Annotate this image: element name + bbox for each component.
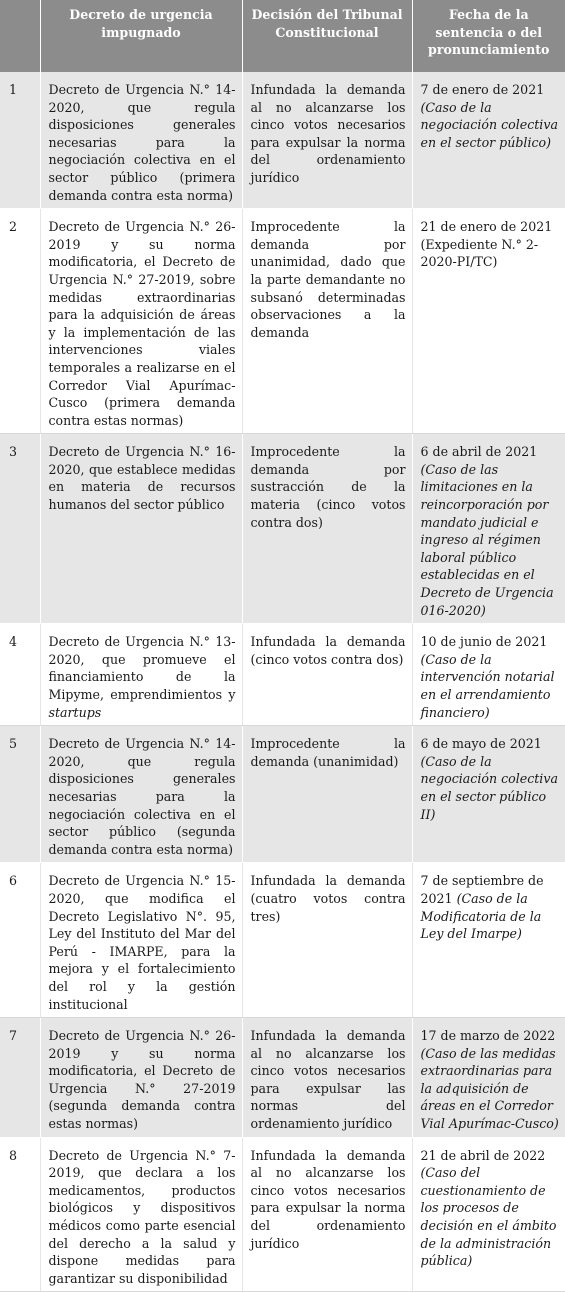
decision-cell: Infundada la demanda al no alcanzarse los cinco votos necesarios para expulsar la norma del ordenamiento jurídico xyxy=(242,72,412,209)
decreto-cell: Decreto de Urgencia N.° 7-2019, que declara a los medicamentos, productos biológicos y dispositivos médicos como parte esencial del derecho a la salud y dispone medidas para garantizar su disponibilidad xyxy=(40,1137,242,1292)
fecha-note: (Caso de la negociación colectiva en el sector público II) xyxy=(420,753,558,822)
decision-cell: Improcedente la demanda por sustracción de la materia (cinco votos contra dos) xyxy=(242,434,412,624)
header-decreto: Decreto de urgencia impugnado xyxy=(40,0,242,72)
table-row xyxy=(0,1018,565,1138)
fecha-date: 7 de enero de 2021 xyxy=(420,82,545,97)
fecha-note: (Caso de la intervención notarial en el arrendamiento financiero) xyxy=(420,651,555,720)
fecha-date: 6 de mayo de 2021 xyxy=(420,736,542,752)
row-number: 8 xyxy=(0,1137,40,1292)
table-row xyxy=(0,726,565,863)
row-number: 1 xyxy=(0,72,40,209)
row-number: 7 xyxy=(0,1018,40,1138)
row-number: 4 xyxy=(0,624,40,726)
row-number: 6 xyxy=(0,863,40,1018)
fecha-cell xyxy=(412,72,565,209)
row-number: 3 xyxy=(0,434,40,624)
fecha-date: 17 de marzo de 2022 xyxy=(420,1028,556,1044)
fecha-cell xyxy=(412,209,565,434)
fecha-date: 21 de enero de 2021 xyxy=(420,219,553,235)
decreto-italic: startups xyxy=(48,704,102,720)
fecha-note: (Caso del cuestionamiento de los procesos de decisión en el ámbito de la administración pública) xyxy=(420,1165,557,1269)
fecha-note: (Caso de la negociación colectiva en el sector público) xyxy=(420,99,558,150)
fecha-date: 21 de abril de 2022 xyxy=(420,1147,546,1163)
decision-cell: Infundada la demanda (cuatro votos contra tres) xyxy=(242,863,412,1018)
decreto-cell: Decreto de Urgencia N.° 15-2020, que modifica el Decreto Legislativo N°. 95, Ley del Instituto del Mar del Perú - IMARPE, para la mejora y el fortalecimiento del rol y la gestión institucional xyxy=(40,863,242,1018)
fecha-date: 6 de abril de 2021 xyxy=(420,444,538,460)
row-number: 2 xyxy=(0,209,40,434)
fecha-cell xyxy=(412,863,565,1018)
decision-cell: Infundada la demanda (cinco votos contra dos) xyxy=(242,624,412,726)
table-row xyxy=(0,209,565,434)
table-header xyxy=(0,0,565,72)
header-fecha: Fecha de la sentencia o del pronunciamiento xyxy=(412,0,565,72)
fecha-cell xyxy=(412,1018,565,1138)
decision-cell: Infundada la demanda al no alcanzarse los cinco votos necesarios para expulsar la norma del ordenamiento jurídico xyxy=(242,1137,412,1292)
table-row xyxy=(0,624,565,726)
decreto-cell: Decreto de Urgencia N.° 14-2020, que regula disposiciones generales necesarias para la negociación colectiva en el sector público (segunda demanda contra esta norma) xyxy=(40,726,242,863)
decreto-cell: Decreto de Urgencia N.° 16-2020, que establece medidas en materia de recursos humanos del sector público xyxy=(40,434,242,624)
fecha-cell xyxy=(412,434,565,624)
row-number: 5 xyxy=(0,726,40,863)
fecha-cell xyxy=(412,1137,565,1292)
fecha-note: (Caso de las medidas extraordinarias para la adquisición de áreas en el Corredor Vial Apurímac-Cusco) xyxy=(420,1045,559,1132)
fecha-cell xyxy=(412,624,565,726)
decreto-cell: Decreto de Urgencia N.° 26-2019 y su norma modificatoria, el Decreto de Urgencia N.° 27-2019 (segunda demanda contra estas normas) xyxy=(40,1018,242,1138)
decreto-cell: Decreto de Urgencia N.° 14-2020, que regula disposiciones generales necesarias para la negociación colectiva en el sector público (primera demanda contra esta norma) xyxy=(40,72,242,209)
table-row xyxy=(0,434,565,624)
table-row xyxy=(0,863,565,1018)
decreto-cell: Decreto de Urgencia N.° 13-2020, que promueve el financiamiento de la Mipyme, emprendimientos y startups xyxy=(40,624,242,726)
decreto-cell: Decreto de Urgencia N.° 26-2019 y su norma modificatoria, el Decreto de Urgencia N.° 27-2019, sobre medidas extraordinarias para la adquisición de áreas y la implementación de las intervenciones viales temporales a realizarse en el Corredor Vial Apurímac-Cusco (primera demanda contra estas normas) xyxy=(40,209,242,434)
table-row xyxy=(0,72,565,209)
header-number xyxy=(0,0,40,72)
fecha-cell xyxy=(412,726,565,863)
fecha-note: (Caso de la Modificatoria de la Ley del Imarpe) xyxy=(420,890,542,942)
header-decision: Decisión del Tribunal Constitucional xyxy=(242,0,412,72)
decision-cell: Infundada la demanda al no alcanzarse los cinco votos necesarios para expulsar las normas del ordenamiento jurídico xyxy=(242,1018,412,1138)
fecha-note: (Caso de las limitaciones en la reincorporación por mandato judicial e ingreso al régimen laboral público establecidas en el Decreto de Urgencia 016-2020) xyxy=(420,461,554,618)
fecha-note: (Expediente N.° 2-2020-PI/TC) xyxy=(420,236,539,270)
decision-cell: Improcedente la demanda por unanimidad, dado que la parte demandante no subsanó determinadas observaciones a la demanda xyxy=(242,209,412,434)
table-row xyxy=(0,1137,565,1292)
fecha-date: 10 de junio de 2021 xyxy=(420,634,548,650)
decision-cell: Improcedente la demanda (unanimidad) xyxy=(242,726,412,863)
fecha-date: 7 de septiembre de 2021 xyxy=(420,873,544,906)
